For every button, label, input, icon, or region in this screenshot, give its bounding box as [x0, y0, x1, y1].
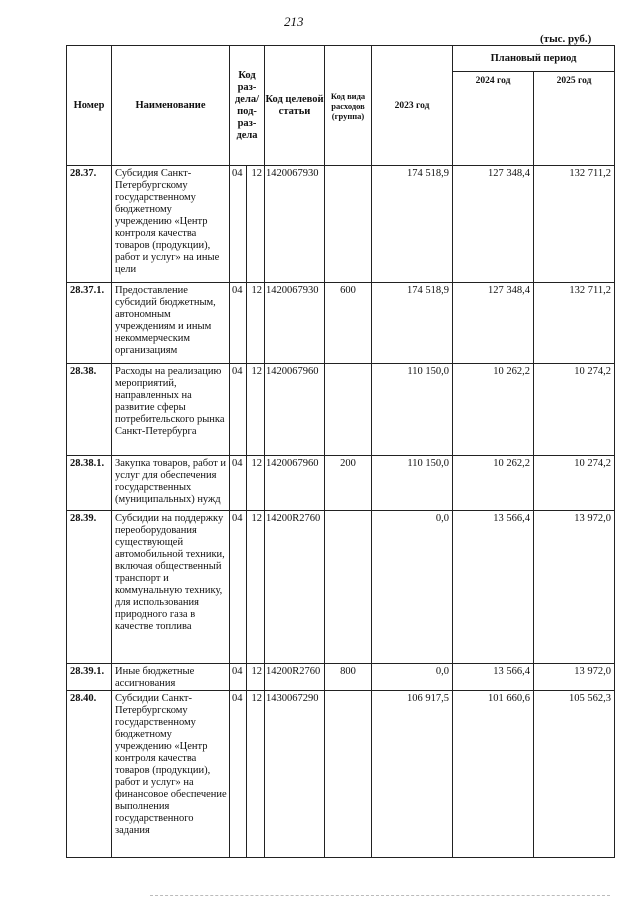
row-amount-2024: 127 348,4 — [453, 166, 534, 283]
row-expense-kind: 600 — [325, 283, 372, 364]
row-amount-2024: 101 660,6 — [453, 691, 534, 858]
row-razdel: 04 — [230, 456, 247, 511]
table-row — [67, 511, 615, 664]
header-planned-period: Плановый период — [453, 46, 615, 72]
row-razdel: 04 — [230, 283, 247, 364]
header-name: Наименование — [112, 46, 230, 166]
row-amount-2024: 127 348,4 — [453, 283, 534, 364]
row-razdel: 04 — [230, 511, 247, 664]
row-amount-2023: 110 150,0 — [372, 456, 453, 511]
row-name: Субсидия Санкт-Петербургскому государственному бюджетному учреждению «Центр контроля качества товаров (продукции), работ и услуг» на иные цели — [112, 166, 230, 283]
header-target-code: Код целевой статьи — [265, 46, 325, 166]
table-row — [67, 364, 615, 456]
row-amount-2025: 10 274,2 — [534, 364, 615, 456]
row-name: Расходы на реализацию мероприятий, направленных на развитие сферы потребительского рынка Санкт-Петербурга — [112, 364, 230, 456]
row-number: 28.38. — [67, 364, 112, 456]
row-name: Закупка товаров, работ и услуг для обеспечения государственных (муниципальных) нужд — [112, 456, 230, 511]
row-number: 28.37. — [67, 166, 112, 283]
table-row — [67, 691, 615, 858]
table-row — [67, 166, 615, 283]
row-target-code: 14200R2760 — [265, 664, 325, 691]
row-podrazdel: 12 — [247, 456, 265, 511]
row-razdel: 04 — [230, 664, 247, 691]
row-target-code: 1420067930 — [265, 283, 325, 364]
row-name: Субсидии на поддержку переоборудования существующей автомобильной техники, включая общественный транспорт и коммунальную технику, для использования природного газа в качестве топлива — [112, 511, 230, 664]
row-name: Иные бюджетные ассигнования — [112, 664, 230, 691]
row-amount-2025: 13 972,0 — [534, 664, 615, 691]
header-year-2023: 2023 год — [372, 46, 453, 166]
row-amount-2025: 10 274,2 — [534, 456, 615, 511]
row-amount-2023: 174 518,9 — [372, 283, 453, 364]
row-target-code: 1420067960 — [265, 456, 325, 511]
table-row — [67, 283, 615, 364]
row-expense-kind — [325, 364, 372, 456]
row-razdel: 04 — [230, 691, 247, 858]
table-row — [67, 456, 615, 511]
row-expense-kind — [325, 691, 372, 858]
row-razdel: 04 — [230, 364, 247, 456]
row-amount-2023: 0,0 — [372, 664, 453, 691]
row-podrazdel: 12 — [247, 511, 265, 664]
row-amount-2025: 132 711,2 — [534, 166, 615, 283]
row-number: 28.40. — [67, 691, 112, 858]
row-name: Предоставление субсидий бюджетным, автономным учреждениям и иным некоммерческим организациям — [112, 283, 230, 364]
row-target-code: 14200R2760 — [265, 511, 325, 664]
header-expense-kind: Код вида расходов (группа) — [325, 46, 372, 166]
row-number: 28.38.1. — [67, 456, 112, 511]
row-amount-2024: 13 566,4 — [453, 664, 534, 691]
row-amount-2023: 0,0 — [372, 511, 453, 664]
row-razdel: 04 — [230, 166, 247, 283]
header-year-2025: 2025 год — [534, 72, 615, 166]
row-target-code: 1430067290 — [265, 691, 325, 858]
budget-table — [66, 45, 615, 858]
row-podrazdel: 12 — [247, 166, 265, 283]
scan-artifact-line — [150, 895, 610, 897]
row-amount-2024: 10 262,2 — [453, 456, 534, 511]
row-target-code: 1420067930 — [265, 166, 325, 283]
row-amount-2023: 174 518,9 — [372, 166, 453, 283]
header-year-2024: 2024 год — [453, 72, 534, 166]
row-podrazdel: 12 — [247, 691, 265, 858]
row-amount-2024: 13 566,4 — [453, 511, 534, 664]
row-number: 28.39. — [67, 511, 112, 664]
row-target-code: 1420067960 — [265, 364, 325, 456]
row-podrazdel: 12 — [247, 283, 265, 364]
row-number: 28.39.1. — [67, 664, 112, 691]
row-amount-2025: 132 711,2 — [534, 283, 615, 364]
page-number: 213 — [284, 14, 304, 29]
table-row — [67, 664, 615, 691]
units-label: (тыс. руб.) — [540, 33, 592, 45]
row-amount-2025: 105 562,3 — [534, 691, 615, 858]
row-expense-kind — [325, 511, 372, 664]
row-number: 28.37.1. — [67, 283, 112, 364]
row-amount-2023: 106 917,5 — [372, 691, 453, 858]
row-podrazdel: 12 — [247, 364, 265, 456]
row-amount-2024: 10 262,2 — [453, 364, 534, 456]
row-name: Субсидии Санкт-Петербургскому государственному бюджетному учреждению «Центр контроля качества товаров (продукции), работ и услуг» на финансовое обеспечение выполнения государственного задания — [112, 691, 230, 858]
header-section-code: Код раз-дела/ под-раз-дела — [230, 46, 265, 166]
row-podrazdel: 12 — [247, 664, 265, 691]
row-amount-2025: 13 972,0 — [534, 511, 615, 664]
row-expense-kind — [325, 166, 372, 283]
header-number: Номер — [67, 46, 112, 166]
row-amount-2023: 110 150,0 — [372, 364, 453, 456]
row-expense-kind: 200 — [325, 456, 372, 511]
row-expense-kind: 800 — [325, 664, 372, 691]
